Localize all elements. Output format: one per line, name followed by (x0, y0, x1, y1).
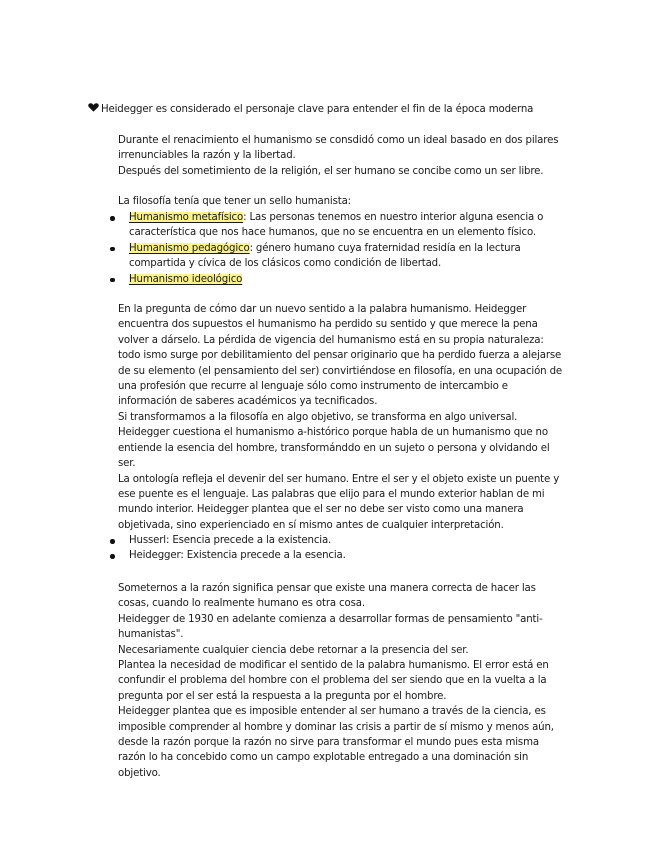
bullet-icon (110, 539, 115, 544)
list-item (110, 533, 565, 548)
intro-block (118, 133, 563, 179)
intro-line: Después del sometimiento de la religión, el ser humano se concibe como un ser libre. (118, 165, 544, 177)
intro-line: Durante el renacimiento el humanismo se consdidó como un ideal basado en dos pilares irrenunciables la razón y la libertad. (118, 135, 559, 162)
main-heading (88, 102, 618, 117)
list-item (110, 548, 565, 563)
bullet-icon (110, 278, 115, 283)
list-item (110, 272, 565, 287)
paragraph-line: Plantea la necesidad de modificar el sentido de la palabra humanismo. El error está en confundir el problema del hombre con el problema del ser siendo que en la vuelta a la pregunta por el ser está la respuesta a la pregunta por el hombre. (118, 660, 549, 702)
humanism-list (110, 210, 565, 287)
paragraph-line: La ontología refleja el devenir del ser humano. Entre el ser y el objeto existe un puente y ese puente es el lenguaje. Las palabras que elijo para el mundo exterior hablan de mi mundo interior. Heidegger plantea que el ser no debe ser visto como una manera objetivada, sino experienciado en sí mismo antes de cualquier interpretación. (118, 473, 560, 531)
paragraph-line: Someternos a la razón significa pensar que existe una manera correcta de hacer las cosas, cuando lo realmente humano es otra cosa. (118, 583, 536, 610)
list-item (110, 241, 565, 272)
bullet-icon (110, 216, 115, 221)
paragraph-reason (118, 581, 563, 781)
paragraph-line: Si transformamos a la filosofía en algo objetivo, se transforma en algo universal. Heidegger cuestiona el humanismo a-histórico porque habla de un humanismo que no entiende la esencia del hombre, transformánddo en un sujeto o persona y olvidando el ser. (118, 412, 550, 470)
humanism-desc: : Las personas tenemos en nuestro interior alguna esencia o característica que nos hace humanos, que no se encuentra en un elemento físico. (129, 212, 544, 239)
bullet-icon (110, 554, 115, 559)
bullet-icon (110, 247, 115, 252)
paragraph-line: Heidegger plantea que es imposible entender al ser humano a través de la ciencia, es imposible comprender al hombre y dominar las crisis a partir de sí mismo y menos aún, desde la razón porque la razón no sirve para transformar el mundo pues esta misma razón lo ha concebido como un campo explotable entregado a una dominación sin objetivo. (118, 706, 554, 779)
humanism-term: Humanismo pedagógico (129, 242, 250, 254)
philosophy-title: La filosofía tenía que tener un sello humanista: (118, 196, 351, 207)
humanism-term: Humanismo ideológico (129, 273, 243, 285)
paragraph-line: Necesariamente cualquier ciencia debe retornar a la presencia del ser. (118, 644, 469, 656)
heading-text: Heidegger es considerado el personaje clave para entender el fin de la época moderna (101, 104, 534, 115)
paragraph-meaning: En la pregunta de cómo dar un nuevo sentido a la palabra humanismo. Heidegger encuentra dos supuestos el humanismo ha perdido su sentido y que merece la pena volver a dárselo. La pérdida de vigencia del humanismo está en su propia naturaleza: todo ismo surge por debilitamiento del pensar originario que ha perdido fuerza a alejarse de su elemento (el pensamiento del ser) convirtiéndose en filosofía, en una ocupación de una profesión que recurre al lenguaje sólo como instrumento de intercambio e información de saberes académicos ya tecnificados. (118, 304, 563, 408)
list-item (110, 210, 565, 241)
humanism-desc: : género humano cuya fraternidad residía en la lectura compartida y cívica de los clásicos como condición de libertad. (129, 242, 521, 270)
heart-icon (88, 102, 101, 117)
humanism-term: Humanismo metafísico (129, 212, 244, 223)
existence-text: Husserl: Esencia precede a la existencia. (129, 535, 332, 546)
existence-list (110, 533, 565, 564)
existence-text: Heidegger: Existencia precede a la esencia. (129, 550, 346, 562)
paragraph-ontology (118, 410, 563, 533)
paragraph-line: Heidegger de 1930 en adelante comienza a desarrollar formas de pensamiento "anti-humanistas". (118, 613, 543, 641)
